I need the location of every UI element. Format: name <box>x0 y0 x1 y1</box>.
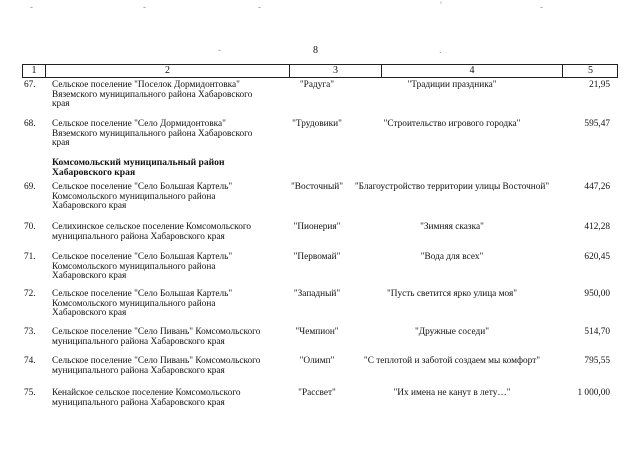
header-col-3: 3 <box>333 65 338 76</box>
table-header-row <box>22 64 618 78</box>
team-name: "Чемпион" <box>295 327 339 337</box>
row-number: 72. <box>24 289 36 299</box>
row-number: 70. <box>24 222 36 232</box>
team-name: "Рассвет" <box>298 388 336 398</box>
project-name: "Вода для всех" <box>420 252 484 262</box>
settlement-name: Сельское поселение "Село Дормидонтовка" Вяземского муниципального района Хабаровского края <box>52 119 253 149</box>
project-name: "С теплотой и заботой создаем мы комфорт" <box>363 356 541 366</box>
team-name: "Олимп" <box>299 356 335 366</box>
amount: 595,47 <box>584 119 610 129</box>
project-name: "Благоустройство территории улицы Восточной" <box>354 182 550 192</box>
settlement-name: Сельское поселение "Поселок Дормидонтовка" Вяземского муниципального района Хабаровского края <box>52 80 253 110</box>
header-col-5: 5 <box>588 65 593 76</box>
amount: 1 000,00 <box>577 388 610 398</box>
settlement-name: Сельское поселение "Село Пивань" Комсомольского муниципального района Хабаровского края <box>52 356 261 376</box>
row-number: 71. <box>24 252 36 262</box>
settlement-name: Сельское поселение "Село Большая Картель" Комсомольского муниципального района Хабаровского края <box>52 252 233 282</box>
team-name: "Трудовики" <box>292 119 342 129</box>
team-name: "Радуга" <box>299 80 335 90</box>
header-col-1: 1 <box>31 65 37 76</box>
settlement-name: Кенайское сельское поселение Комсомольского муниципального района Хабаровского края <box>52 388 241 408</box>
team-name: "Восточный" <box>290 182 344 192</box>
project-name: "Традиции праздника" <box>407 80 497 90</box>
settlement-name: Сельское поселение "Село Пивань" Комсомольского муниципального района Хабаровского края <box>52 327 261 347</box>
section-title: Комсомольский муниципальный район Хабаровского края <box>52 157 225 178</box>
header-col-4: 4 <box>469 65 475 76</box>
row-number: 68. <box>24 119 36 129</box>
settlement-name: Сельское поселение "Село Большая Картель" Комсомольского муниципального района Хабаровского края <box>52 182 233 212</box>
row-number: 73. <box>24 327 36 337</box>
header-col-2: 2 <box>165 65 170 76</box>
page-number: 8 <box>313 45 318 56</box>
row-number: 67. <box>24 80 36 90</box>
amount: 412,28 <box>584 222 610 232</box>
amount: 795,55 <box>584 356 610 366</box>
amount: 950,00 <box>584 289 610 299</box>
amount: 514,70 <box>584 327 610 337</box>
team-name: "Первомай" <box>293 252 341 262</box>
amount: 21,95 <box>589 80 610 90</box>
project-name: "Дружные соседи" <box>414 327 490 337</box>
project-name: "Строительство игрового городка" <box>383 119 521 129</box>
project-name: "Пусть светится ярко улица моя" <box>386 289 518 299</box>
settlement-name: Сельское поселение "Село Большая Картель" Комсомольского муниципального района Хабаровского края <box>52 289 233 319</box>
project-name: "Их имена не канут в лету…" <box>393 388 511 398</box>
team-name: "Пионерия" <box>293 222 341 232</box>
project-name: "Зимняя сказка" <box>420 222 484 232</box>
amount: 447,26 <box>584 182 610 192</box>
team-name: "Западный" <box>293 289 341 299</box>
settlement-name: Селихинское сельское поселение Комсомольского муниципального района Хабаровского края <box>52 222 252 242</box>
row-number: 75. <box>24 388 36 398</box>
row-number: 69. <box>24 182 36 192</box>
row-number: 74. <box>24 356 36 366</box>
amount: 620,45 <box>584 252 610 262</box>
